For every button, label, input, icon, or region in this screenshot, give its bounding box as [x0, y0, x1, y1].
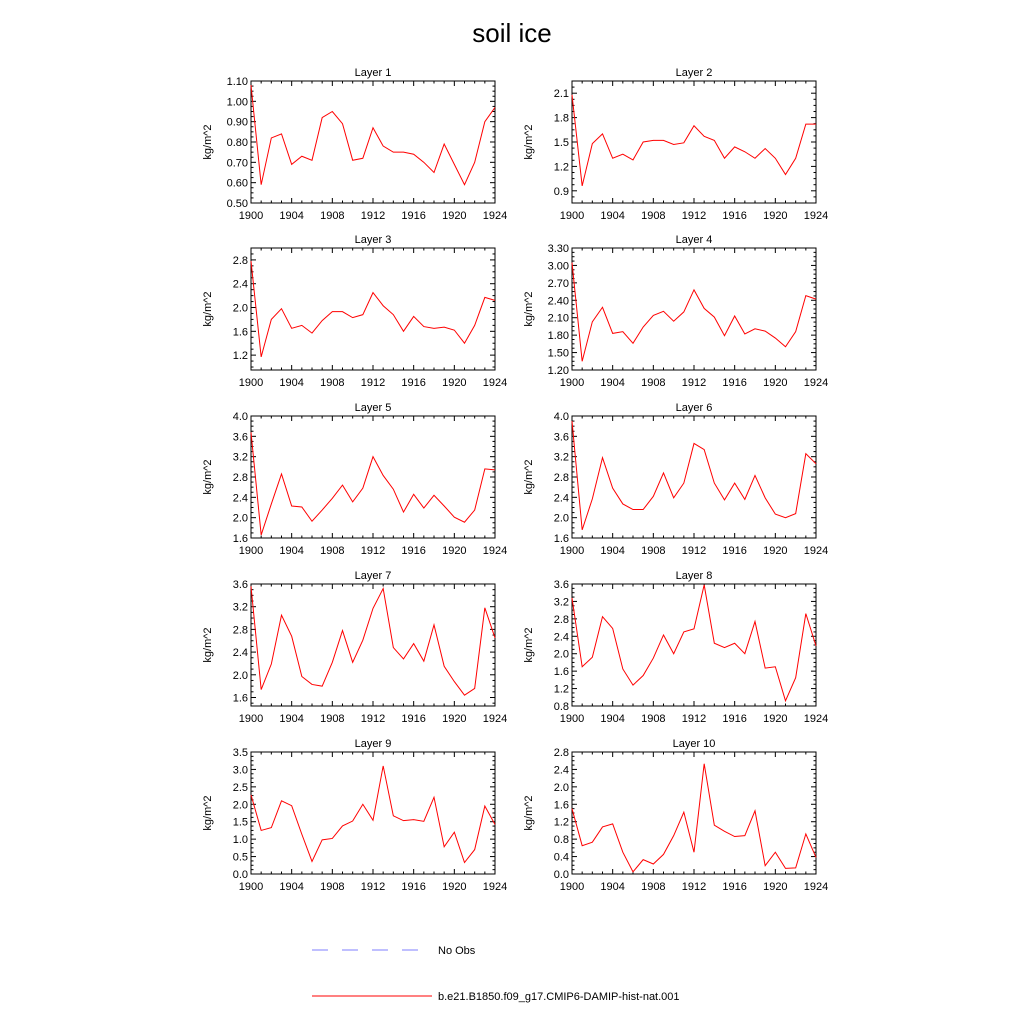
y-tick-label: 3.6 [553, 431, 569, 444]
y-tick-label: 0.90 [226, 116, 248, 129]
y-tick-label: 0.0 [553, 869, 569, 881]
y-tick-label: 1.80 [547, 330, 569, 343]
y-tick-label: 2.0 [553, 781, 569, 794]
y-tick-label: 1.5 [232, 816, 248, 829]
series-line-layer-10 [572, 764, 816, 872]
plot-frame [251, 752, 495, 874]
y-axis-label: kg/m^2 [523, 124, 535, 160]
y-axis-label: kg/m^2 [523, 627, 535, 663]
y-tick-label: 3.2 [232, 601, 248, 614]
panel-title-layer-3: Layer 3 [354, 234, 392, 246]
y-tick-label: 1.2 [553, 161, 569, 174]
x-tick-label: 1900 [559, 713, 585, 725]
panel-title-layer-4: Layer 4 [675, 234, 713, 246]
y-tick-label: 2.4 [553, 492, 569, 505]
plot-frame [251, 81, 495, 203]
x-tick-label: 1908 [641, 210, 666, 222]
panel-title-layer-1: Layer 1 [354, 67, 392, 79]
series-line-layer-5 [251, 432, 495, 535]
y-tick-label: 2.0 [553, 512, 569, 525]
plot-frame [572, 81, 816, 203]
panel-title-layer-9: Layer 9 [354, 738, 392, 750]
panel-layer-7 [202, 570, 507, 725]
panel-title-layer-5: Layer 5 [354, 402, 392, 414]
x-tick-label: 1920 [442, 713, 467, 725]
x-tick-label: 1912 [360, 881, 386, 893]
y-tick-label: 1.6 [553, 799, 569, 812]
y-tick-label: 2.8 [232, 472, 248, 484]
y-tick-label: 2.10 [547, 312, 569, 325]
x-tick-label: 1904 [279, 210, 304, 222]
panel-title-layer-6: Layer 6 [675, 402, 713, 414]
panel-layer-5 [202, 402, 507, 557]
x-tick-label: 1904 [600, 545, 625, 557]
x-tick-label: 1916 [722, 377, 747, 389]
x-tick-label: 1904 [600, 377, 625, 389]
x-tick-label: 1908 [320, 881, 345, 893]
x-tick-label: 1916 [722, 713, 747, 725]
y-tick-label: 2.40 [547, 295, 569, 308]
series-line-layer-2 [572, 95, 816, 186]
x-tick-label: 1916 [722, 545, 747, 557]
x-tick-label: 1920 [442, 545, 467, 557]
y-axis-label: kg/m^2 [202, 795, 214, 831]
series-line-layer-9 [251, 766, 495, 863]
x-tick-label: 1908 [320, 713, 345, 725]
y-tick-label: 3.6 [232, 431, 248, 444]
x-tick-label: 1908 [641, 881, 666, 893]
x-tick-label: 1920 [763, 377, 788, 389]
y-tick-label: 1.6 [232, 692, 248, 705]
x-tick-label: 1916 [722, 210, 747, 222]
panel-layer-10 [523, 738, 828, 893]
y-tick-label: 0.8 [553, 834, 569, 847]
y-tick-label: 0.4 [553, 851, 569, 864]
x-tick-label: 1912 [360, 210, 386, 222]
y-tick-label: 3.2 [553, 451, 569, 464]
y-tick-label: 4.0 [232, 411, 248, 423]
panel-layer-2 [523, 67, 828, 222]
y-tick-label: 1.5 [553, 137, 569, 149]
x-tick-label: 1900 [559, 377, 585, 389]
x-tick-label: 1924 [803, 713, 829, 725]
y-axis-label: kg/m^2 [202, 627, 214, 663]
x-tick-label: 1900 [559, 545, 585, 557]
x-tick-label: 1908 [641, 377, 666, 389]
x-tick-label: 1908 [320, 210, 345, 222]
series-line-layer-8 [572, 585, 816, 701]
x-tick-label: 1924 [803, 545, 829, 557]
y-tick-label: 2.4 [553, 764, 569, 777]
legend-label-model: b.e21.B1850.f09_g17.CMIP6-DAMIP-hist-nat.001 [438, 991, 680, 1003]
y-tick-label: 2.0 [232, 512, 248, 525]
y-tick-label: 1.20 [547, 365, 569, 377]
panel-layer-6 [523, 402, 828, 557]
plot-frame [251, 248, 495, 370]
y-tick-label: 2.8 [553, 472, 569, 484]
x-tick-label: 1912 [681, 377, 707, 389]
y-tick-label: 2.0 [553, 648, 569, 661]
x-tick-label: 1920 [442, 377, 467, 389]
x-tick-label: 1908 [320, 377, 345, 389]
y-tick-label: 2.0 [232, 669, 248, 682]
y-tick-label: 2.8 [553, 747, 569, 759]
x-tick-label: 1916 [401, 210, 426, 222]
y-tick-label: 3.5 [232, 747, 248, 759]
y-tick-label: 4.0 [553, 411, 569, 423]
x-tick-label: 1904 [279, 881, 304, 893]
y-tick-label: 2.8 [232, 624, 248, 637]
x-tick-label: 1924 [482, 545, 508, 557]
x-tick-label: 1912 [360, 545, 386, 557]
y-tick-label: 2.8 [232, 254, 248, 267]
x-tick-label: 1912 [681, 713, 707, 725]
y-tick-label: 2.70 [547, 277, 569, 290]
y-tick-label: 2.1 [553, 88, 569, 101]
figure-title: soil ice [472, 18, 552, 48]
y-tick-label: 1.2 [232, 350, 248, 363]
y-tick-label: 0.5 [232, 851, 248, 864]
x-tick-label: 1920 [763, 881, 788, 893]
x-tick-label: 1912 [681, 545, 707, 557]
y-tick-label: 2.4 [232, 278, 248, 291]
legend-label-obs: No Obs [438, 945, 476, 957]
y-tick-label: 1.00 [226, 96, 248, 109]
y-tick-label: 1.50 [547, 347, 569, 360]
x-tick-label: 1924 [482, 377, 508, 389]
x-tick-label: 1900 [238, 210, 264, 222]
legend [312, 945, 680, 1003]
x-tick-label: 1916 [722, 881, 747, 893]
y-tick-label: 1.2 [553, 683, 569, 696]
plot-frame [572, 752, 816, 874]
y-tick-label: 2.4 [232, 647, 248, 660]
x-tick-label: 1908 [320, 545, 345, 557]
series-line-layer-7 [251, 586, 495, 695]
x-tick-label: 1920 [763, 210, 788, 222]
y-tick-label: 0.8 [553, 701, 569, 713]
y-axis-label: kg/m^2 [202, 459, 214, 495]
x-tick-label: 1924 [482, 881, 508, 893]
x-tick-label: 1924 [803, 377, 829, 389]
panel-grid [202, 67, 828, 893]
panel-title-layer-10: Layer 10 [672, 738, 716, 750]
y-tick-label: 2.4 [553, 631, 569, 644]
panel-layer-3 [202, 234, 507, 389]
panel-title-layer-8: Layer 8 [675, 570, 713, 582]
panel-layer-1 [202, 67, 507, 222]
series-line-layer-6 [572, 421, 816, 530]
x-tick-label: 1924 [482, 713, 508, 725]
x-tick-label: 1908 [641, 545, 666, 557]
x-tick-label: 1900 [238, 377, 264, 389]
y-tick-label: 0.80 [226, 137, 248, 149]
panel-layer-8 [523, 570, 828, 725]
panel-title-layer-2: Layer 2 [675, 67, 713, 79]
y-tick-label: 3.6 [232, 579, 248, 591]
y-tick-label: 0.60 [226, 177, 248, 190]
y-tick-label: 0.0 [232, 869, 248, 881]
x-tick-label: 1900 [238, 881, 264, 893]
y-tick-label: 2.0 [232, 302, 248, 315]
y-axis-label: kg/m^2 [523, 795, 535, 831]
y-tick-label: 3.6 [553, 579, 569, 591]
y-axis-label: kg/m^2 [523, 291, 535, 327]
x-tick-label: 1924 [803, 210, 829, 222]
y-tick-label: 0.9 [553, 185, 569, 198]
y-axis-label: kg/m^2 [202, 291, 214, 327]
x-tick-label: 1916 [401, 713, 426, 725]
y-tick-label: 3.2 [232, 451, 248, 464]
panel-title-layer-7: Layer 7 [354, 570, 392, 582]
y-tick-label: 2.5 [232, 781, 248, 794]
y-tick-label: 1.8 [553, 112, 569, 125]
y-tick-label: 2.4 [232, 492, 248, 505]
x-tick-label: 1916 [401, 377, 426, 389]
x-tick-label: 1912 [360, 377, 386, 389]
series-line-layer-1 [251, 85, 495, 185]
y-tick-label: 1.0 [232, 834, 248, 847]
y-tick-label: 1.6 [553, 533, 569, 545]
x-tick-label: 1900 [238, 713, 264, 725]
x-tick-label: 1920 [442, 210, 467, 222]
y-tick-label: 1.6 [232, 326, 248, 339]
y-axis-label: kg/m^2 [202, 124, 214, 160]
y-tick-label: 2.8 [553, 613, 569, 626]
x-tick-label: 1912 [681, 881, 707, 893]
y-tick-label: 3.0 [232, 764, 248, 777]
y-tick-label: 3.00 [547, 260, 569, 273]
y-tick-label: 2.0 [232, 799, 248, 812]
x-tick-label: 1920 [763, 713, 788, 725]
x-tick-label: 1904 [279, 713, 304, 725]
x-tick-label: 1904 [600, 713, 625, 725]
series-line-layer-4 [572, 263, 816, 362]
x-tick-label: 1920 [442, 881, 467, 893]
x-tick-label: 1916 [401, 545, 426, 557]
y-axis-label: kg/m^2 [523, 459, 535, 495]
series-line-layer-3 [251, 261, 495, 357]
y-tick-label: 1.10 [226, 76, 248, 88]
x-tick-label: 1912 [681, 210, 707, 222]
panel-layer-4 [523, 234, 828, 389]
y-tick-label: 3.2 [553, 596, 569, 609]
y-tick-label: 0.50 [226, 198, 248, 210]
x-tick-label: 1900 [238, 545, 264, 557]
panel-layer-9 [202, 738, 507, 893]
x-tick-label: 1904 [600, 210, 625, 222]
x-tick-label: 1916 [401, 881, 426, 893]
x-tick-label: 1904 [279, 545, 304, 557]
x-tick-label: 1908 [641, 713, 666, 725]
x-tick-label: 1900 [559, 210, 585, 222]
plot-frame [572, 584, 816, 706]
plot-frame [572, 248, 816, 370]
x-tick-label: 1924 [803, 881, 829, 893]
y-tick-label: 1.6 [232, 533, 248, 545]
y-tick-label: 3.30 [547, 243, 569, 255]
x-tick-label: 1920 [763, 545, 788, 557]
x-tick-label: 1900 [559, 881, 585, 893]
y-tick-label: 1.2 [553, 816, 569, 829]
y-tick-label: 1.6 [553, 666, 569, 679]
x-tick-label: 1924 [482, 210, 508, 222]
x-tick-label: 1904 [600, 881, 625, 893]
x-tick-label: 1904 [279, 377, 304, 389]
y-tick-label: 0.70 [226, 157, 248, 170]
x-tick-label: 1912 [360, 713, 386, 725]
